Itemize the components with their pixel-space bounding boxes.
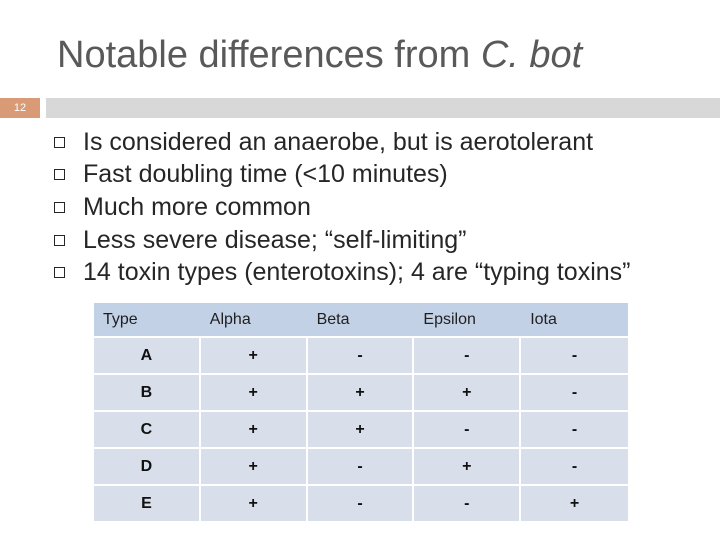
- column-header-alpha: Alpha: [201, 303, 308, 338]
- table-cell: +: [201, 449, 308, 486]
- bullet-list: [52, 126, 631, 289]
- table-row: [94, 412, 628, 449]
- column-header-type: Type: [94, 303, 201, 338]
- table-cell: A: [94, 338, 201, 375]
- bullet-item: [52, 191, 631, 224]
- bullet-text: Fast doubling time (<10 minutes): [83, 160, 448, 189]
- bullet-text: Less severe disease; “self-limiting”: [83, 225, 467, 254]
- table-cell: -: [521, 375, 628, 412]
- table-cell: +: [201, 486, 308, 523]
- table-cell: -: [521, 412, 628, 449]
- table-row: [94, 338, 628, 375]
- table-cell: E: [94, 486, 201, 523]
- column-header-epsilon: Epsilon: [414, 303, 521, 338]
- table-cell: C: [94, 412, 201, 449]
- table-cell: -: [521, 449, 628, 486]
- slide-number: 12: [0, 98, 40, 118]
- table-cell: +: [521, 486, 628, 523]
- table-header-row: [94, 303, 628, 338]
- column-header-iota: Iota: [521, 303, 628, 338]
- toxin-type-table: [94, 303, 628, 523]
- bullet-item: [52, 159, 631, 192]
- table-cell: +: [308, 375, 415, 412]
- square-bullet-icon: [54, 235, 65, 246]
- table-cell: +: [201, 375, 308, 412]
- table-cell: -: [308, 449, 415, 486]
- square-bullet-icon: [54, 202, 65, 213]
- table-row: [94, 486, 628, 523]
- table-row: [94, 375, 628, 412]
- bullet-text: 14 toxin types (enterotoxins); 4 are “typing toxins”: [83, 258, 631, 287]
- slide-title: [57, 34, 582, 77]
- table-cell: D: [94, 449, 201, 486]
- table-cell: -: [414, 486, 521, 523]
- table-cell: +: [201, 338, 308, 375]
- table-cell: -: [308, 486, 415, 523]
- table-cell: +: [414, 375, 521, 412]
- table-cell: +: [414, 449, 521, 486]
- table-cell: B: [94, 375, 201, 412]
- table-cell: -: [521, 338, 628, 375]
- table-cell: -: [308, 338, 415, 375]
- slide-title-main: Notable differences from: [57, 34, 481, 76]
- header-band: [46, 98, 720, 118]
- table-cell: -: [414, 338, 521, 375]
- square-bullet-icon: [54, 137, 65, 148]
- bullet-item: [52, 224, 631, 257]
- table-cell: -: [414, 412, 521, 449]
- square-bullet-icon: [54, 169, 65, 180]
- bullet-text: Much more common: [83, 192, 311, 221]
- table-row: [94, 449, 628, 486]
- slide-title-italic: C. bot: [480, 34, 583, 76]
- bullet-item: [52, 126, 631, 159]
- table-cell: +: [201, 412, 308, 449]
- bullet-item: [52, 256, 631, 289]
- table-cell: +: [308, 412, 415, 449]
- bullet-text: Is considered an anaerobe, but is aerotolerant: [83, 127, 594, 156]
- square-bullet-icon: [54, 267, 65, 278]
- column-header-beta: Beta: [308, 303, 415, 338]
